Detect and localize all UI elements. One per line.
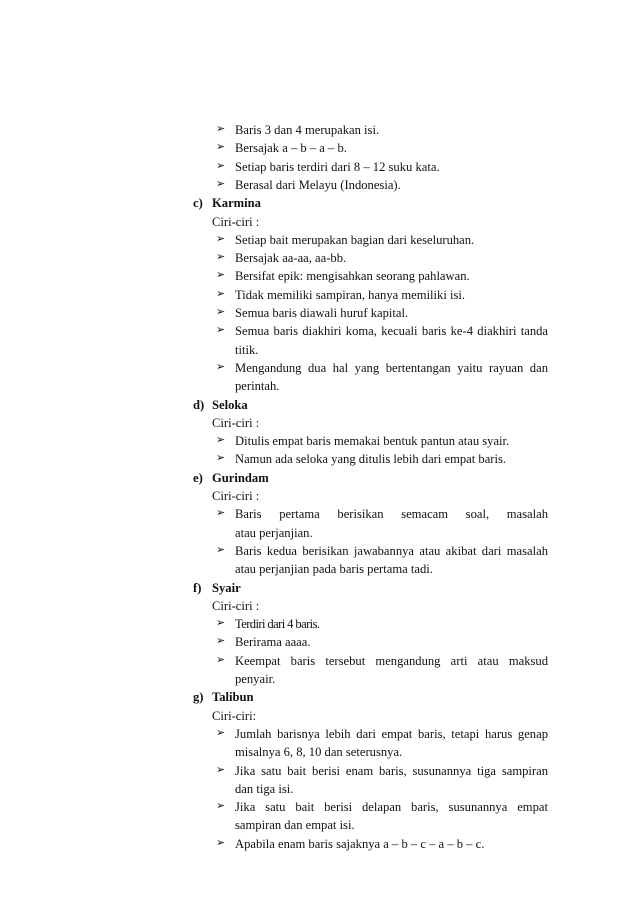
bullet-item-text: Semua baris diawali huruf kapital. [235,306,409,320]
bullet-arrow-icon: ➢ [216,506,226,520]
bullet-item-text: Berasal dari Melayu (Indonesia). [235,177,401,192]
bullet-item-text: Mengandung dua hal yang bertentangan yaitu rayuan dan [235,360,548,375]
bullet-arrow-icon: ➢ [216,140,226,154]
bullet-item-text: Jumlah barisnya lebih dari empat baris, tetapi harus genap [235,726,548,741]
bullet-item-text: atau perjanjian pada baris pertama tadi. [235,562,433,577]
bullet-arrow-icon: ➢ [216,176,226,190]
bullet-arrow-icon: ➢ [216,451,226,465]
bullet-item-text: Keempat baris tersebut mengandung arti atau maksud [235,653,548,668]
bullet-item-text: Terdiri dari 4 baris. [235,617,320,632]
bullet-arrow-icon: ➢ [216,634,226,648]
bullet-item-text: Bersajak aa-aa, aa-bb. [235,251,347,266]
section-title: Gurindam [212,470,269,485]
bullet-item-text: Baris 3 dan 4 merupakan isi. [235,123,380,137]
section-title: Karmina [212,196,261,211]
section-label: d) [193,397,205,412]
bullet-arrow-icon: ➢ [216,542,226,556]
section-label: f) [193,580,202,595]
section-title: Talibun [212,690,254,705]
bullet-arrow-icon: ➢ [216,835,226,849]
section-label: e) [193,470,203,485]
bullet-arrow-icon: ➢ [216,799,226,813]
section-subtitle: Ciri-ciri : [212,489,260,503]
bullet-arrow-icon: ➢ [216,323,226,337]
bullet-arrow-icon: ➢ [216,286,226,300]
section-subtitle: Ciri-ciri : [212,598,260,613]
bullet-item-text: Setiap bait merupakan bagian dari keseluruhan. [235,232,475,247]
bullet-item-text: Bersifat epik: mengisahkan seorang pahlawan. [235,269,470,284]
section-label: g) [193,690,204,705]
section-subtitle: Ciri-ciri : [212,214,260,229]
bullet-arrow-icon: ➢ [216,305,226,318]
bullet-item-text: Ditulis empat baris memakai bentuk pantun atau syair. [235,434,510,449]
bullet-arrow-icon: ➢ [216,616,226,630]
bullet-item-text: dan tiga isi. [235,781,294,796]
bullet-item-text: titik. [235,342,259,357]
section-title: Seloka [212,397,248,412]
bullet-item-text: Setiap baris terdiri dari 8 – 12 suku kata. [235,159,440,174]
bullet-item-text: penyair. [235,672,276,686]
bullet-item-text: Jika satu bait berisi delapan baris, susunannya empat [235,800,548,815]
bullet-item-text: Tidak memiliki sampiran, hanya memiliki isi. [235,287,466,302]
bullet-arrow-icon: ➢ [216,359,226,373]
bullet-item-text: Bersajak a – b – a – b. [235,141,347,156]
bullet-item-text: perintah. [235,379,280,394]
bullet-item-text: Apabila enam baris sajaknya a – b – c – a – b – c. [235,836,485,851]
bullet-arrow-icon: ➢ [216,433,226,447]
bullet-item-text: Semua baris diakhiri koma, kecuali baris ke-4 diakhiri tanda [235,324,548,339]
bullet-arrow-icon: ➢ [216,158,226,172]
bullet-item-text: atau perjanjian. [235,525,313,540]
section-label: c) [193,196,203,211]
bullet-arrow-icon: ➢ [216,652,226,666]
bullet-arrow-icon: ➢ [216,762,226,776]
section-subtitle: Ciri-ciri: [212,708,257,723]
bullet-item-text: sampiran dan empat isi. [235,818,355,833]
bullet-item-text: Jika satu bait berisi enam baris, susunannya tiga sampiran [235,763,548,778]
bullet-item-text: Berirama aaaa. [235,635,311,650]
bullet-arrow-icon: ➢ [216,268,226,282]
bullet-item-text: Namun ada seloka yang ditulis lebih dari empat baris. [235,452,507,467]
section-subtitle: Ciri-ciri : [212,415,260,430]
bullet-arrow-icon: ➢ [216,725,226,739]
bullet-arrow-icon: ➢ [216,231,226,245]
section-title: Syair [212,580,241,595]
bullet-item-text: misalnya 6, 8, 10 dan seterusnya. [235,745,403,760]
bullet-item-text: Baris kedua berisikan jawabannya atau akibat dari masalah [235,543,548,558]
bullet-item-text: Baris pertama berisikan semacam soal, masalah [235,507,548,522]
bullet-arrow-icon: ➢ [216,250,226,264]
bullet-arrow-icon: ➢ [216,122,226,135]
